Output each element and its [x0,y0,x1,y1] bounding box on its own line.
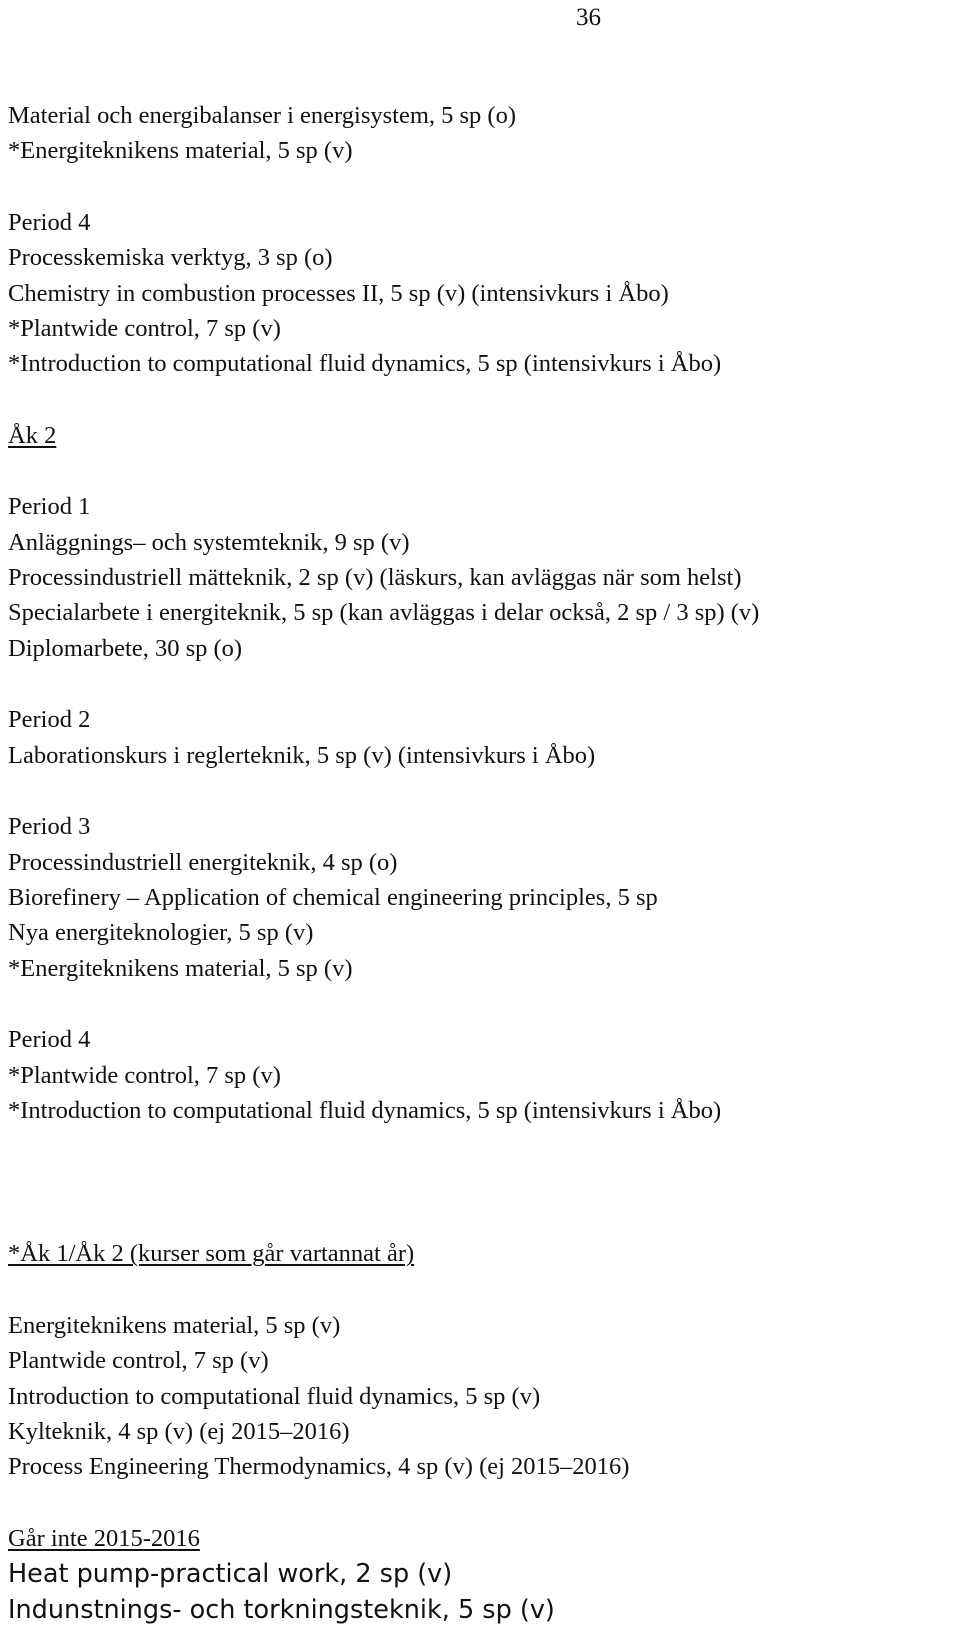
course-line: Process Engineering Thermodynamics, 4 sp (v) (ej 2015–2016) [8,1453,630,1481]
course-line: Nya energiteknologier, 5 sp (v) [8,919,314,947]
course-line: Material och energibalanser i energisystem, 5 sp (o) [8,102,516,129]
course-line: Processindustriell energiteknik, 4 sp (o) [8,848,398,876]
period-heading: Period 4 [8,1026,91,1054]
course-list [8,98,953,1628]
period-heading: Period 1 [8,493,91,521]
section-spacer [8,1164,953,1236]
course-line: Biorefinery – Application of chemical engineering principles, 5 sp [8,883,658,911]
course-line: Heat pump-practical work, 2 sp (v) [8,1559,453,1590]
not-offered-heading: Går inte 2015-2016 [8,1524,200,1552]
alternating-course-block [8,1308,953,1485]
course-line: Processkemiska verktyg, 3 sp (o) [8,244,333,272]
course-line: *Introduction to computational fluid dynamics, 5 sp (intensivkurs i Åbo) [8,1096,722,1124]
period-heading: Period 4 [8,208,91,236]
period-block [8,702,953,773]
course-line: Plantwide control, 7 sp (v) [8,1347,269,1375]
period-block [8,809,953,986]
course-line: Specialarbete i energiteknik, 5 sp (kan avläggas i delar också, 2 sp / 3 sp) (v) [8,599,760,627]
period-block [8,489,953,666]
course-line: Introduction to computational fluid dynamics, 5 sp (v) [8,1382,541,1410]
page-number: 36 [576,4,601,31]
year-heading: Åk 2 [8,421,57,449]
course-line: *Energiteknikens material, 5 sp (v) [8,137,353,165]
course-line: Kylteknik, 4 sp (v) (ej 2015–2016) [8,1417,350,1445]
period-block [8,1022,953,1128]
alternating-heading-block [8,1236,953,1271]
course-line: *Plantwide control, 7 sp (v) [8,315,281,343]
course-line: *Energiteknikens material, 5 sp (v) [8,954,353,982]
alternating-courses-heading: *Åk 1/Åk 2 (kurser som går vartannat år) [8,1240,415,1268]
course-line: Processindustriell mätteknik, 2 sp (v) (läskurs, kan avläggas när som helst) [8,564,742,592]
course-block-period-4-intro [8,98,953,169]
course-line: Laborationskurs i reglerteknik, 5 sp (v) (intensivkurs i Åbo) [8,741,596,769]
period-block [8,205,953,382]
course-line: Indunstnings- och torkningsteknik, 5 sp (v) [8,1595,555,1626]
course-line: Anläggnings– och systemteknik, 9 sp (v) [8,528,410,556]
period-heading: Period 3 [8,813,91,841]
course-line: *Plantwide control, 7 sp (v) [8,1061,281,1089]
period-heading: Period 2 [8,706,91,734]
course-line: Energiteknikens material, 5 sp (v) [8,1311,341,1339]
course-line: *Introduction to computational fluid dynamics, 5 sp (intensivkurs i Åbo) [8,350,722,378]
course-line: Chemistry in combustion processes II, 5 sp (v) (intensivkurs i Åbo) [8,279,669,307]
year-heading-block [8,418,953,453]
not-offered-block [8,1521,953,1628]
course-line: Diplomarbete, 30 sp (o) [8,634,243,662]
